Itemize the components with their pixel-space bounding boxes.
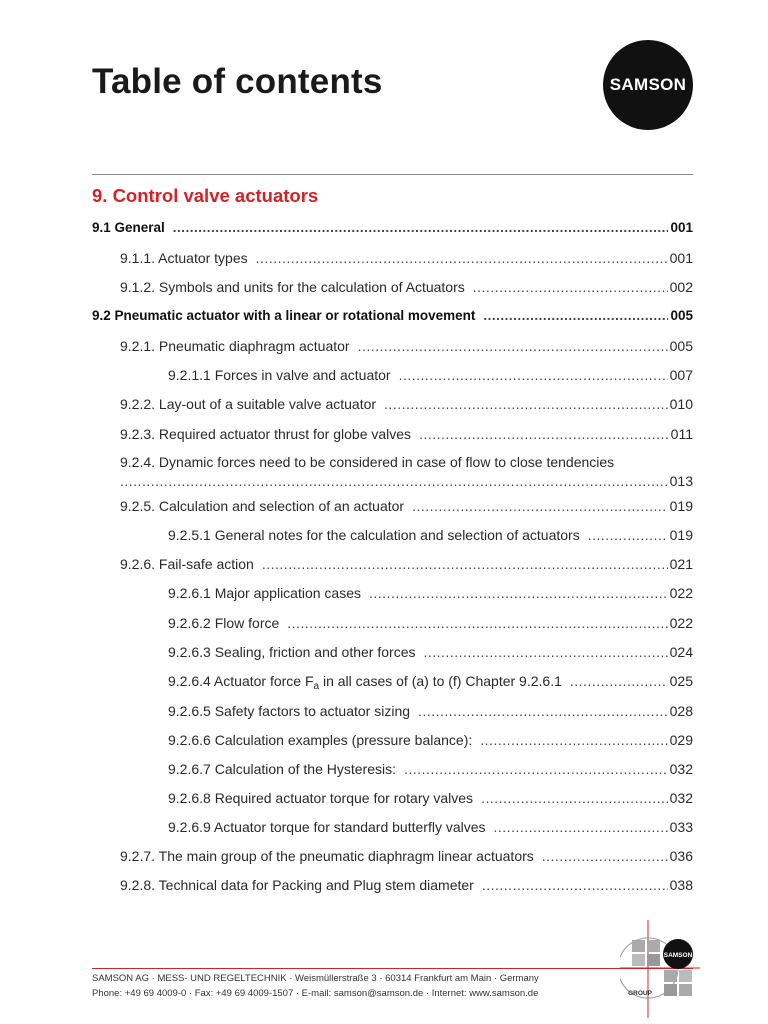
toc-page-number: 032 <box>669 790 693 806</box>
toc-page-number: 005 <box>670 308 693 323</box>
toc-entry-label: 9.2.5.1 General notes for the calculation and selection of actuators <box>168 527 580 543</box>
toc-leader-dots <box>483 308 668 323</box>
toc-entry-label: 9.1.1. Actuator types <box>120 250 248 266</box>
toc-leader-dots <box>369 585 668 601</box>
toc-leader-dots <box>494 819 668 835</box>
toc-entry-label: 9.2.6.1 Major application cases <box>168 585 361 601</box>
toc-entry-label: 9.2.7. The main group of the pneumatic diaphragm linear actuators <box>120 848 534 864</box>
toc-entry[interactable] <box>168 703 693 719</box>
toc-leader-dots <box>423 644 667 660</box>
toc-page-number: 002 <box>669 279 693 295</box>
footer-address: SAMSON AG · MESS- UND REGELTECHNIK · Weismüllerstraße 3 · 60314 Frankfurt am Main · Germany <box>92 973 539 984</box>
samson-group-logo <box>620 920 700 1018</box>
toc-entry-label: 9.1.2. Symbols and units for the calculation of Actuators <box>120 279 465 295</box>
toc-entry[interactable] <box>168 761 693 777</box>
toc-leader-dots <box>287 615 667 631</box>
toc-entry[interactable] <box>92 220 693 235</box>
toc-page-number: 013 <box>669 473 693 489</box>
toc-leader-dots <box>570 673 668 689</box>
toc-leader-dots <box>120 473 668 489</box>
toc-page-number: 025 <box>669 673 693 689</box>
toc-entry[interactable] <box>168 585 693 601</box>
toc-entry-label <box>168 673 562 692</box>
toc-entry-label: 9.2.6.9 Actuator torque for standard butterfly valves <box>168 819 486 835</box>
toc-entry-label-part: 9.2.6.4 Actuator force F <box>168 673 314 689</box>
toc-leader-dots <box>412 498 668 514</box>
toc-page-number: 019 <box>669 498 693 514</box>
toc-page-number: 022 <box>669 615 693 631</box>
toc-page-number: 021 <box>669 556 693 572</box>
toc-page-number: 032 <box>669 761 693 777</box>
toc-entry[interactable] <box>120 848 693 864</box>
toc-entry[interactable] <box>168 673 693 692</box>
toc-leader-dots <box>542 848 668 864</box>
toc-entry-label: 9.2.6.2 Flow force <box>168 615 280 631</box>
toc-leader-dots <box>358 338 668 354</box>
toc-leader-dots <box>481 790 668 806</box>
toc-entry[interactable] <box>168 819 693 835</box>
toc-leader-dots <box>482 877 668 893</box>
toc-entry-label: 9.1 General <box>92 220 165 235</box>
footer-divider <box>92 968 693 969</box>
toc-leader-dots <box>480 732 667 748</box>
footer-contact: Phone: +49 69 4009-0 · Fax: +49 69 4009-1507 · E-mail: samson@samson.de · Internet: www.samson.de <box>92 988 539 999</box>
toc-entry-label: 9.2 Pneumatic actuator with a linear or rotational movement <box>92 308 476 323</box>
toc-entry[interactable] <box>120 877 693 893</box>
toc-entry-label: 9.2.1.1 Forces in valve and actuator <box>168 367 391 383</box>
toc-leader-dots <box>404 761 668 777</box>
group-logo-text: SAMSON <box>663 952 693 959</box>
toc-entry[interactable] <box>168 367 693 383</box>
toc-entry[interactable] <box>168 790 693 806</box>
toc-leader-dots <box>384 396 668 412</box>
toc-entry-label: 9.2.6.7 Calculation of the Hysteresis: <box>168 761 397 777</box>
toc-entry[interactable] <box>168 527 693 543</box>
toc-leader-dots <box>399 367 668 383</box>
toc-entry[interactable] <box>120 396 693 412</box>
toc-entry[interactable] <box>92 308 693 323</box>
toc-entry-label: 9.2.8. Technical data for Packing and Plug stem diameter <box>120 877 474 893</box>
toc-entry-label: 9.2.6.3 Sealing, friction and other forces <box>168 644 416 660</box>
toc-page-number: 001 <box>670 220 693 235</box>
toc-entry[interactable] <box>120 279 693 295</box>
samson-logo-text: SAMSON <box>609 75 687 94</box>
toc-entry[interactable] <box>168 615 693 631</box>
toc-leader-dots <box>256 250 668 266</box>
toc-page-number: 010 <box>669 396 693 412</box>
toc-page-number: 005 <box>669 338 693 354</box>
toc-entry-label-part: in all cases of (a) to (f) Chapter 9.2.6.1 <box>319 673 562 689</box>
toc-leader-dots <box>262 556 668 572</box>
toc-entry[interactable] <box>120 498 693 514</box>
toc-entry[interactable] <box>120 454 693 489</box>
samson-logo <box>603 40 693 130</box>
toc-leader-dots <box>419 426 669 442</box>
toc-page-number: 038 <box>669 877 693 893</box>
toc-page-number: 022 <box>669 585 693 601</box>
toc-page-number: 033 <box>669 819 693 835</box>
toc-entry-label: 9.2.6.5 Safety factors to actuator sizing <box>168 703 411 719</box>
group-label: GROUP <box>628 990 652 997</box>
header-divider <box>92 174 693 175</box>
toc-leader-dots <box>473 279 668 295</box>
toc-entry[interactable] <box>120 556 693 572</box>
toc-entry-label: 9.2.4. Dynamic forces need to be considered in case of flow to close tendencies <box>120 454 615 470</box>
toc-entry[interactable] <box>120 338 693 354</box>
toc-leader-dots <box>418 703 668 719</box>
toc-entry-label: 9.2.5. Calculation and selection of an actuator <box>120 498 405 514</box>
toc-page-number: 036 <box>669 848 693 864</box>
toc-entry-label: 9.2.6.8 Required actuator torque for rotary valves <box>168 790 474 806</box>
toc-leader-dots <box>173 220 669 235</box>
toc-entry-label: 9.2.6. Fail-safe action <box>120 556 254 572</box>
toc-entry-label: 9.2.1. Pneumatic diaphragm actuator <box>120 338 350 354</box>
toc-page-number: 011 <box>670 426 693 442</box>
page-title: Table of contents <box>92 62 383 101</box>
toc-entry[interactable] <box>168 644 693 660</box>
toc-page-number: 029 <box>669 732 693 748</box>
chapter-heading: 9. Control valve actuators <box>92 185 319 206</box>
toc-entry[interactable] <box>120 426 693 442</box>
toc-entry-label: 9.2.3. Required actuator thrust for globe valves <box>120 426 412 442</box>
toc-page-number: 001 <box>669 250 693 266</box>
toc-entry-label: 9.2.6.6 Calculation examples (pressure balance): <box>168 732 473 748</box>
toc-entry[interactable] <box>168 732 693 748</box>
toc-entry[interactable] <box>120 250 693 266</box>
toc-page-number: 019 <box>669 527 693 543</box>
toc-page-number: 028 <box>669 703 693 719</box>
toc-page-number: 007 <box>669 367 693 383</box>
toc-page-number: 024 <box>669 644 693 660</box>
toc-leader-dots <box>588 527 668 543</box>
toc-entry-label: 9.2.2. Lay-out of a suitable valve actuator <box>120 396 377 412</box>
toc-entry-subscript: a <box>313 681 320 692</box>
